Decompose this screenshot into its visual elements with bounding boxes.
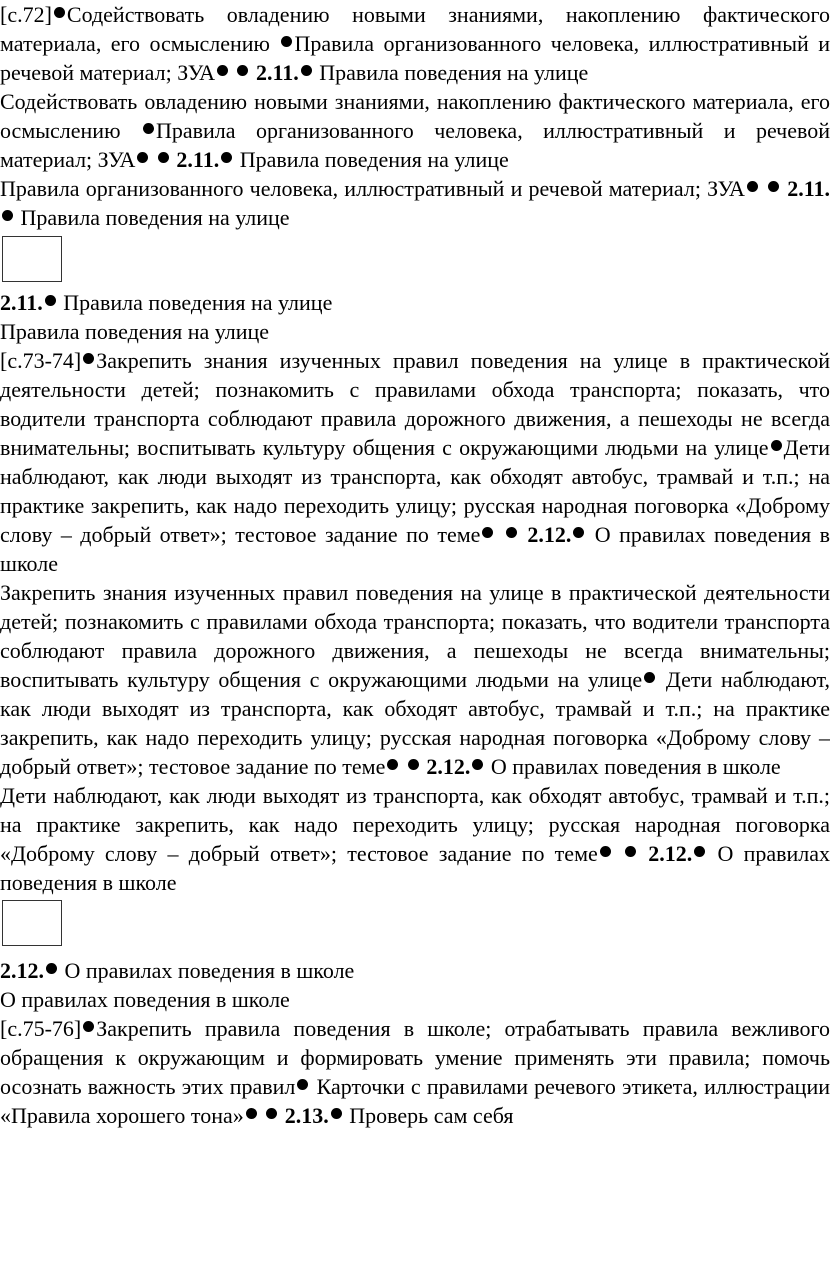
section-title: Правила поведения на улице (239, 147, 509, 172)
section-title: Правила поведения на улице (63, 290, 333, 315)
bullet-icon (237, 65, 248, 76)
materials-text: Дети наблюдают, как люди выходят из транспорта, как обходят автобус, трамвай и т.п.; на практике закрепить, как надо переходить улицу; русская народная поговорка «Доброму слову – добрый ответ»; тестовое задание по теме (0, 435, 830, 547)
materials-text: Карточки с правилами речевого этикета, иллюстрации «Правила хорошего тона» (0, 1074, 830, 1128)
bullet-icon (2, 210, 13, 221)
bullet-icon (768, 181, 779, 192)
goal-text: Содействовать овладению новыми знаниями, накоплению фактического материала, его осмыслению (0, 89, 830, 143)
entry-paragraph (0, 0, 830, 87)
section-title: Правила поведения на улице (319, 60, 589, 85)
materials-text: Дети наблюдают, как люди выходят из транспорта, как обходят автобус, трамвай и т.п.; на практике закрепить, как надо переходить улицу; русская народная поговорка «Доброму слову – добрый ответ»; тестовое задание по теме (0, 783, 830, 866)
section-number: 2.12. (527, 522, 572, 547)
entry-paragraph (0, 781, 830, 897)
bullet-icon (221, 152, 232, 163)
section-heading (0, 956, 830, 985)
bullet-icon (54, 7, 65, 18)
section-title: Проверь сам себя (349, 1103, 514, 1128)
bullet-icon (482, 527, 493, 538)
image-placeholder (2, 236, 62, 282)
entry-paragraph (0, 87, 830, 174)
bullet-icon (46, 963, 57, 974)
bullet-icon (694, 846, 705, 857)
entry-paragraph (0, 1014, 830, 1130)
section-number: 2.11. (176, 147, 220, 172)
bullet-icon (472, 759, 483, 770)
bullet-icon (747, 181, 758, 192)
image-placeholder (2, 900, 62, 946)
bullet-icon (506, 527, 517, 538)
section-number: 2.11. (255, 60, 299, 85)
bullet-icon (297, 1079, 308, 1090)
bullet-icon (771, 440, 782, 451)
bullet-icon (301, 65, 312, 76)
page-reference: [с.75-76] (0, 1016, 82, 1041)
bullet-icon (625, 846, 636, 857)
bullet-icon (600, 846, 611, 857)
bullet-icon (137, 152, 148, 163)
materials-text: Правила организованного человека, иллюстративный и речевой материал; ЗУА (0, 31, 830, 85)
materials-text: Правила организованного человека, иллюстративный и речевой материал; ЗУА (0, 118, 830, 172)
section-number: 2.12. (426, 754, 471, 779)
section-heading (0, 288, 830, 317)
section-title-line: Правила поведения на улице (0, 319, 270, 344)
section-title: О правилах поведения в школе (490, 754, 781, 779)
section-number: 2.12. (648, 841, 693, 866)
section-number: 2.11. (787, 176, 830, 201)
section-title: О правилах поведения в школе (0, 841, 830, 895)
bullet-icon (573, 527, 584, 538)
bullet-icon (143, 123, 154, 134)
page-reference: [с.73-74] (0, 348, 82, 373)
section-title: Правила поведения на улице (20, 205, 290, 230)
goal-text: Содействовать овладению новыми знаниями, накоплению фактического материала, его осмыслению (0, 2, 830, 56)
materials-text: Дети наблюдают, как люди выходят из транспорта, как обходят автобус, трамвай и т.п.; на практике закрепить, как надо переходить улицу; русская народная поговорка «Доброму слову – добрый ответ»; тестовое задание по теме (0, 667, 830, 779)
bullet-icon (158, 152, 169, 163)
section-number: 2.12. (0, 958, 44, 983)
materials-text: Правила организованного человека, иллюстративный и речевой материал; ЗУА (0, 176, 745, 201)
page-reference: [с.72] (0, 2, 52, 27)
bullet-icon (246, 1108, 257, 1119)
bullet-icon (217, 65, 228, 76)
section-number: 2.13. (284, 1103, 329, 1128)
bullet-icon (266, 1108, 277, 1119)
goal-text: Закрепить знания изученных правил поведения на улице в практической деятельности детей; познакомить с правилами обхода транспорта; показать, что водители транспорта соблюдают правила дорожного движения, а пешеходы не всегда внимательны; воспитывать культуру общения с окружающими людьми на улице (0, 580, 830, 692)
section-number: 2.11. (0, 290, 43, 315)
entry-paragraph (0, 346, 830, 578)
entry-paragraph (0, 578, 830, 781)
entry-paragraph (0, 174, 830, 232)
bullet-icon (45, 295, 56, 306)
bullet-icon (281, 36, 292, 47)
section-title-line: О правилах поведения в школе (0, 987, 290, 1012)
bullet-icon (387, 759, 398, 770)
goal-text: Закрепить правила поведения в школе; отрабатывать правила вежливого обращения к окружающим и формировать умение применять эти правила; помочь осознать важность этих правил (0, 1016, 830, 1099)
bullet-icon (408, 759, 419, 770)
bullet-icon (83, 1021, 94, 1032)
section-title: О правилах поведения в школе (0, 522, 830, 576)
bullet-icon (83, 353, 94, 364)
bullet-icon (331, 1108, 342, 1119)
section-title: О правилах поведения в школе (64, 958, 355, 983)
goal-text: Закрепить знания изученных правил поведения на улице в практической деятельности детей; познакомить с правилами обхода транспорта; показать, что водители транспорта соблюдают правила дорожного движения, а пешеходы не всегда внимательны; воспитывать культуру общения с окружающими людьми на улице (0, 348, 830, 460)
bullet-icon (644, 672, 655, 683)
